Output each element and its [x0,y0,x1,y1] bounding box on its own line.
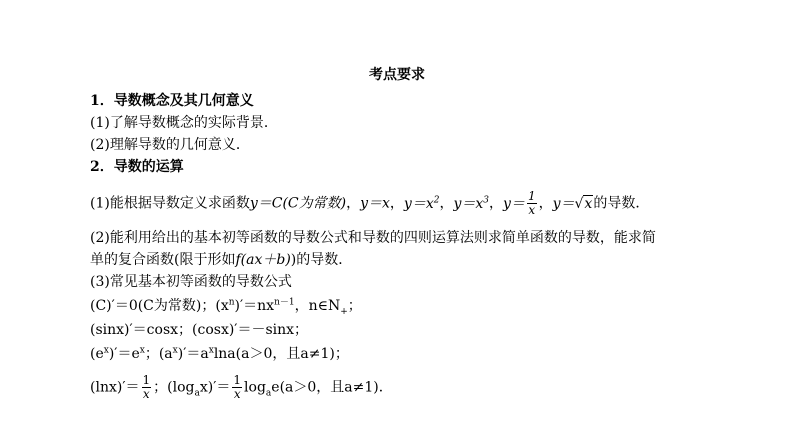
section-2-item-2-line-1: (2)能利用给出的基本初等函数的导数公式和导数的四则运算法则求简单函数的导数，能求简 [90,230,656,246]
separator: ， [538,195,553,212]
formula-power-rule: (C)′＝0(C为常数)；$(x^n)'=nx^{n-1}$，$n\in N_+$； [90,297,362,317]
separator: ， [439,195,454,212]
formula-cube: $y=x^3$ [453,194,490,212]
formula-linear: y＝x [360,195,390,212]
formula-exp-rule: $(e^x)'=e^x$；$(a^x)'=a^x\ln a(a>0$，且a≠1)； [90,345,349,362]
item1-prefix: (1)能根据导数定义求函数 [90,195,250,212]
formula-reciprocal: y＝ $\frac{1}{x}$ [503,189,536,217]
section-1-item-2: (2)理解导数的几何意义． [90,137,250,153]
formula-square: $y=x^2$ [403,194,440,212]
section-1-heading: 1．导数概念及其几何意义 [90,93,254,109]
formula-sqrt: y＝√x [552,195,593,212]
section-1-item-1: (1)了解导数概念的实际背景． [90,115,278,131]
formula-trig-rule: (sinx)′＝cosx；(cosx)′＝－sinx； [90,322,309,338]
separator: ， [489,195,504,212]
section-2-item-2-line-2: 单的复合函数(限于形如f(ax＋b))的导数． [90,252,353,268]
separator: ， [389,195,404,212]
section-2-heading: 2．导数的运算 [90,159,184,175]
page-title: 考点要求 [369,67,425,83]
formula-composite: f(ax＋b) [235,252,291,268]
section-2-item-1 [90,190,649,217]
separator: ， [346,195,361,212]
formula-log-rule: (lnx)′＝ $\frac{1}{x}$ ；$(\log_ax)'=$ $\frac{1}{x}$ $\log_ae(a>0$，且a≠1)． [90,373,393,401]
item1-suffix: 的导数． [593,195,650,212]
formula-constant: y＝C(C为常数) [249,195,347,212]
section-2-item-3-heading: (3)常见基本初等函数的导数公式 [90,274,292,290]
